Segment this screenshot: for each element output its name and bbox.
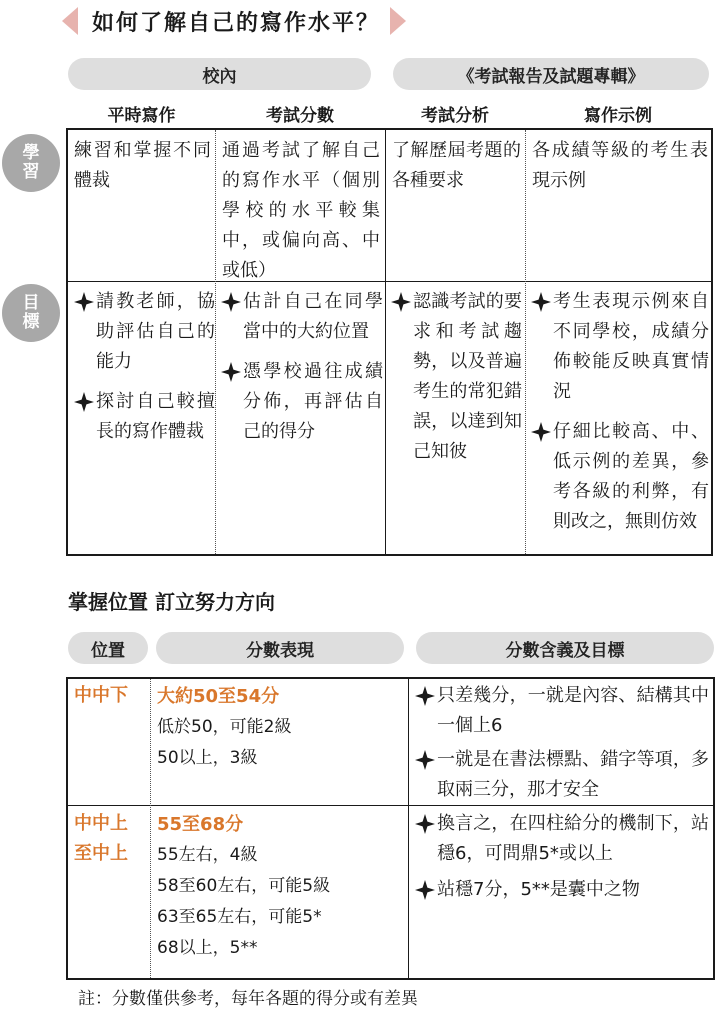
list-item: 只差幾分，一就是內容、結構其中一個上6 bbox=[415, 681, 709, 741]
cell-exam-score-goals bbox=[221, 287, 383, 447]
position-label: 中中下 bbox=[74, 685, 128, 706]
score-cell bbox=[157, 681, 403, 774]
goal-cell bbox=[415, 681, 709, 805]
score-range: 大約50至54分 bbox=[157, 686, 280, 707]
row-label-learning: 學 習 bbox=[2, 134, 60, 192]
star-bullet-icon bbox=[221, 357, 243, 387]
star-bullet-icon bbox=[415, 681, 437, 711]
col-header-writing-samples: 寫作示例 bbox=[584, 106, 652, 126]
score-line: 55左右，4級 bbox=[157, 845, 258, 865]
score-line: 68以上，5** bbox=[157, 938, 258, 958]
list-item: 站穩7分，5**是囊中之物 bbox=[415, 875, 709, 905]
list-item: 認識考試的要求和考試趨勢，以及普遍考生的常犯錯誤，以達到知己知彼 bbox=[391, 287, 522, 467]
position-label: 中中上 至中上 bbox=[74, 813, 128, 864]
cell-exam-analysis-goals bbox=[391, 287, 522, 467]
cell-samples-goals bbox=[531, 287, 709, 537]
list-item: 憑學校過往成績分佈，再評估自己的得分 bbox=[221, 357, 383, 447]
row-divider bbox=[68, 805, 713, 806]
learning-goals-table bbox=[66, 128, 713, 556]
list-item: 一就是在書法標點、錯字等項，多取兩三分，那才安全 bbox=[415, 745, 709, 805]
column-divider bbox=[408, 679, 409, 978]
score-line: 50以上，3級 bbox=[157, 748, 258, 768]
score-cell bbox=[157, 809, 403, 964]
star-bullet-icon bbox=[531, 287, 553, 317]
star-bullet-icon bbox=[74, 287, 96, 317]
star-bullet-icon bbox=[415, 809, 437, 839]
column-divider bbox=[215, 130, 216, 554]
star-bullet-icon bbox=[415, 745, 437, 775]
page-title: 如何了解自己的寫作水平？ bbox=[92, 9, 381, 36]
star-bullet-icon bbox=[415, 875, 437, 905]
section-title: 掌握位置 訂立努力方向 bbox=[68, 590, 275, 614]
score-range: 55至68分 bbox=[157, 814, 244, 835]
chevron-right-icon bbox=[390, 7, 406, 35]
cell-exam-score-learning: 通過考試了解自己的寫作水平（個別學校的水平較集中，或偏向高、中或低） bbox=[222, 140, 380, 281]
star-bullet-icon bbox=[74, 387, 96, 417]
row-divider bbox=[68, 281, 711, 282]
list-item: 探討自己較擅長的寫作體裁 bbox=[74, 387, 215, 447]
col-header-exam-analysis: 考試分析 bbox=[421, 106, 489, 126]
cell-practice-goals bbox=[74, 287, 215, 447]
chevron-left-icon bbox=[62, 7, 78, 35]
header-score-meaning: 分數含義及目標 bbox=[416, 632, 714, 664]
row-label-goals: 目 標 bbox=[2, 284, 60, 342]
list-item: 仔細比較高、中、低示例的差異，參考各級的利弊，有則改之，無則仿效 bbox=[531, 417, 709, 537]
column-divider bbox=[525, 130, 526, 554]
score-line: 58至60左右，可能5級 bbox=[157, 876, 331, 896]
star-bullet-icon bbox=[221, 287, 243, 317]
score-position-table bbox=[66, 677, 715, 980]
star-bullet-icon bbox=[531, 417, 553, 447]
score-line: 63至65左右，可能5* bbox=[157, 907, 322, 927]
goal-cell bbox=[415, 809, 709, 905]
col-header-practice: 平時寫作 bbox=[107, 106, 176, 126]
list-item: 換言之，在四柱給分的機制下，站穩6，可問鼎5*或以上 bbox=[415, 809, 709, 869]
star-bullet-icon bbox=[391, 287, 413, 317]
score-line: 低於50，可能2級 bbox=[157, 717, 292, 737]
cell-samples-learning: 各成績等級的考生表現示例 bbox=[532, 140, 708, 191]
cell-practice-learning: 練習和掌握不同體裁 bbox=[74, 140, 211, 191]
group-exam-report: 《考試報告及試題專輯》 bbox=[393, 58, 709, 90]
list-item: 估計自己在同學當中的大約位置 bbox=[221, 287, 383, 347]
header-position: 位置 bbox=[68, 632, 148, 664]
page-header bbox=[62, 4, 406, 38]
list-item: 考生表現示例來自不同學校，成績分佈較能反映真實情況 bbox=[531, 287, 709, 407]
column-divider bbox=[385, 130, 386, 554]
header-score-performance: 分數表現 bbox=[156, 632, 404, 664]
footnote: 註：分數僅供參考，每年各題的得分或有差異 bbox=[78, 989, 418, 1009]
list-item: 請教老師，協助評估自己的能力 bbox=[74, 287, 215, 377]
group-school: 校內 bbox=[68, 58, 371, 90]
cell-exam-analysis-learning: 了解歷屆考題的各種要求 bbox=[392, 140, 521, 191]
col-header-exam-score: 考試分數 bbox=[266, 106, 334, 126]
column-divider bbox=[150, 679, 151, 978]
